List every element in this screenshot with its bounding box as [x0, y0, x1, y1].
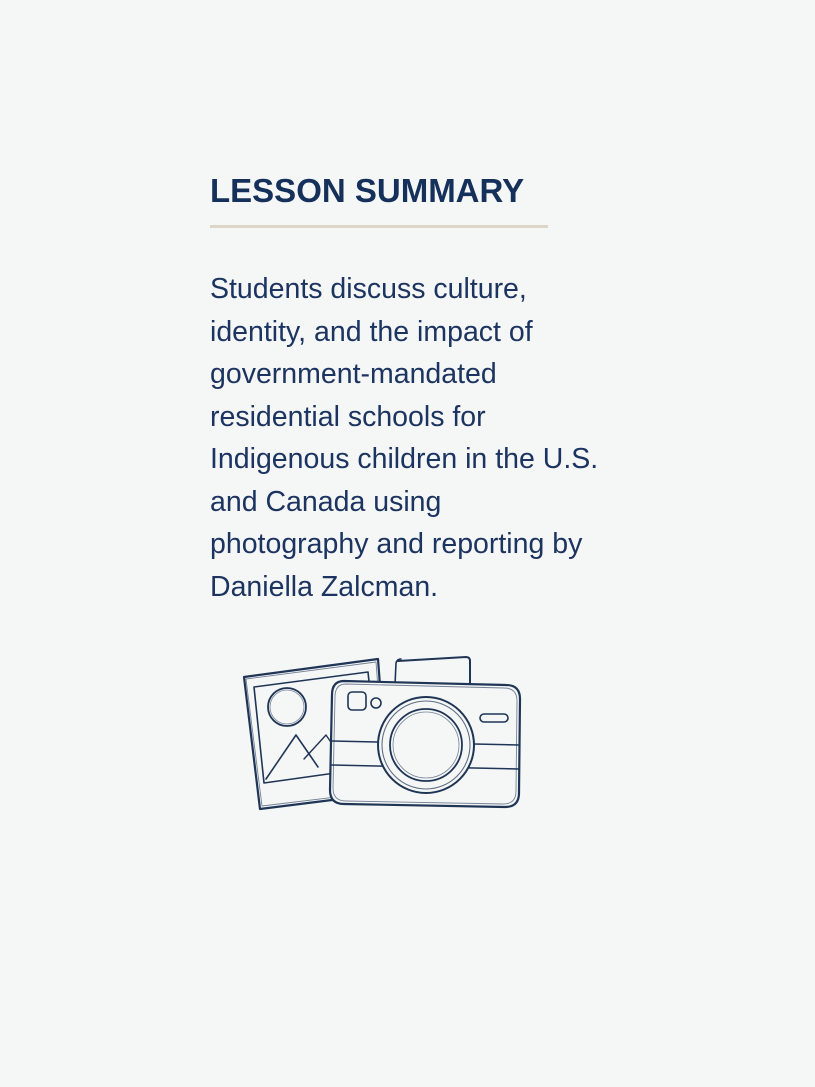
heading-divider — [210, 225, 548, 228]
camera-icon — [330, 657, 520, 807]
lesson-summary-text: Students discuss culture, identity, and the impact of government-mandated residential schools for Indigenous children in the U.S. and Canada using photography and reporting by Daniella Zalcman. — [210, 273, 599, 603]
lesson-summary-heading: LESSON SUMMARY — [210, 172, 525, 209]
lesson-summary-card — [210, 170, 630, 608]
photo-camera-illustration — [240, 655, 525, 815]
